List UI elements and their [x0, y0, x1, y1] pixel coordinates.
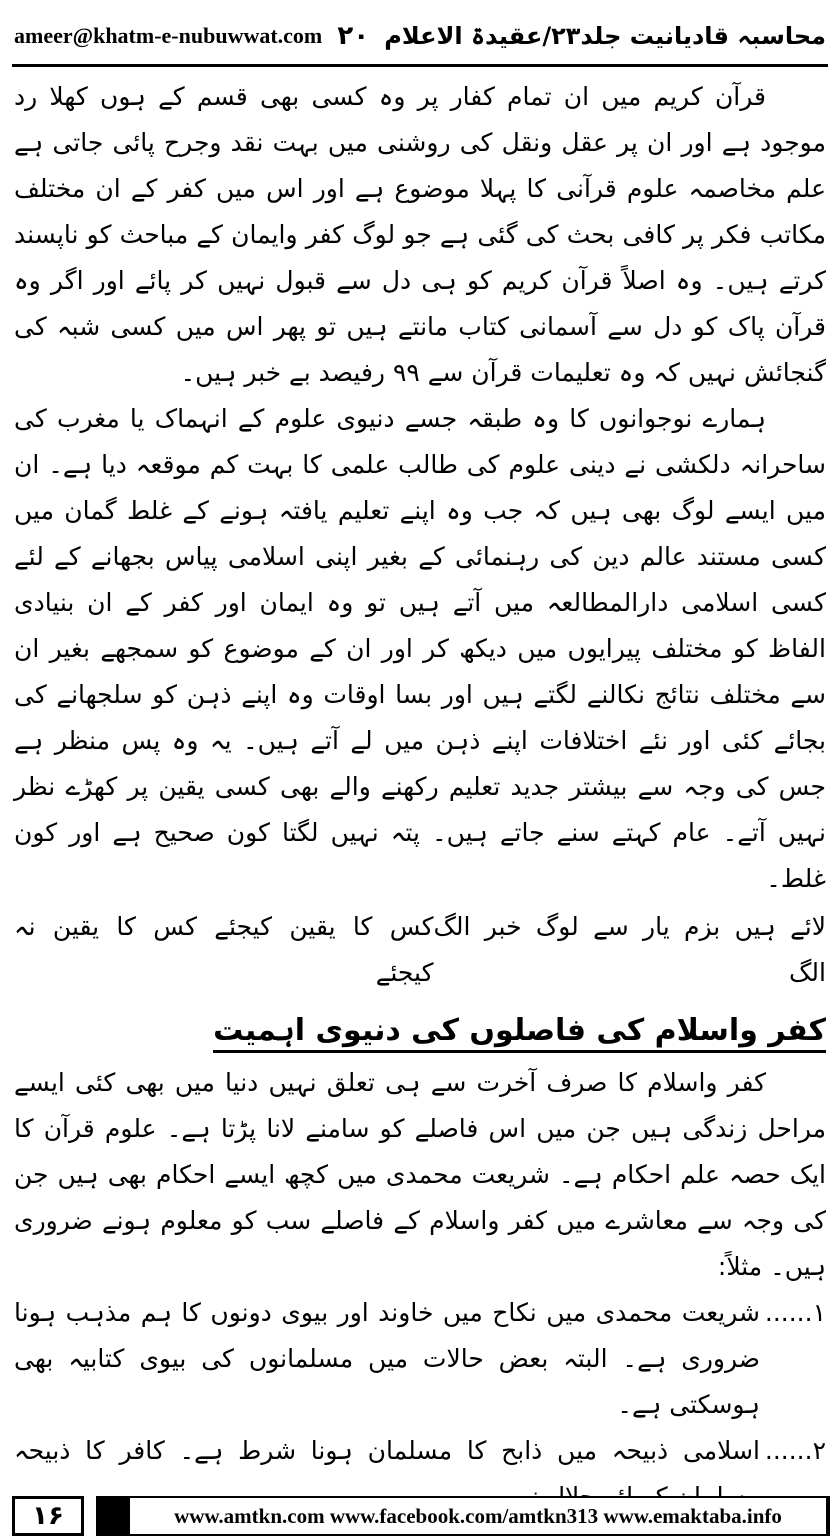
- couplet-first-line: لائے ہیں بزم یار سے لوگ خبر الگ الگ: [433, 912, 826, 987]
- section-heading-text: کفر واسلام کی فاصلوں کی دنیوی اہمیت: [213, 1013, 826, 1053]
- list-item-text: اسلامی ذبیحہ میں ذابح کا مسلمان ہونا شرط ہے۔ کافر کا ذبیحہ: [14, 1436, 760, 1465]
- couplet-second-line: کس کا یقین کیجئے کس کا یقین نہ کیجئے: [14, 912, 434, 987]
- section-heading: [14, 1004, 826, 1058]
- header-book-title: محاسبہ قادیانیت جلد۲۳/عقیدۃ الاعلام: [384, 22, 826, 50]
- list-item-text: شریعت محمدی میں نکاح میں خاوند اور بیوی دونوں کا ہم مذہب ہونا ضروری ہے۔ البتہ بعض حالات میں مسلمانوں کی بیوی کتابیہ بھی ہوسکتی ہے۔: [14, 1298, 760, 1419]
- header-page-number: ۲۰: [337, 21, 370, 51]
- body-paragraph-2: ہمارے نوجوانوں کا وہ طبقہ جسے دنیوی علوم کے انہماک یا مغرب کی ساحرانہ دلکشی نے دینی علوم کی طالب علمی کا بہت کم موقعہ دیا ہے۔ ان میں ایسے لوگ بھی ہیں کہ جب وہ اپنے تعلیم یافتہ ہونے کے غلط گمان میں کسی مستند عالم دین کی رہنمائی کے بغیر اپنی اسلامی پیاس بجھانے کے لئے کسی اسلامی دارالمطالعہ میں آتے ہیں تو وہ ایمان اور کفر کے ان بنیادی الفاظ کو مختلف پیرایوں میں دیکھ کر اور ان کے موضوع کو سمجھے بغیر ان سے مختلف نتائج نکالنے لگتے ہیں اور بسا اوقات وہ اپنے ذہن کو سلجھانے کی بجائے کئی اور نئے اختلافات اپنے ذہن میں لے آتے ہیں۔ یہ وہ پس منظر ہے جس کی وجہ سے بیشتر جدید تعلیم رکھنے والے بھی کسی یقین پر کھڑے نظر نہیں آتے۔ عام کہتے سنے جاتے ہیں۔ پتہ نہیں لگتا کون صحیح ہے اور کون غلط۔: [14, 404, 826, 893]
- list-item-number: ۲......: [764, 1436, 826, 1465]
- footer-page-number: ۱۶: [12, 1496, 84, 1536]
- body-paragraph-1: قرآن کریم میں ان تمام کفار پر وہ کسی بھی قسم کے ہوں کھلا رد موجود ہے اور ان پر عقل ونقل کی روشنی میں بہت نقد وجرح پائی جاتی ہے علم مخاصمہ علوم قرآنی کا پہلا موضوع ہے اور اس میں کفر کے ان مختلف مکاتب فکر پر کافی بحث کی گئی ہے جو لوگ کفر وایمان کے مباحث کو ناپسند کرتے ہیں۔ وہ اصلاً قرآن کریم کو ہی دل سے قبول نہیں کر پائے اور اگر وہ قرآن پاک کو دل سے آسمانی کتاب مانتے ہیں تو پھر اس میں کسی شبہ کی گنجائش نہیں کہ وہ تعلیمات قرآن سے ۹۹ رفیصد بے خبر ہیں۔: [14, 82, 826, 387]
- page-body: [14, 74, 826, 1480]
- list-item: [14, 1290, 826, 1428]
- section-paragraph: کفر واسلام کا صرف آخرت سے ہی تعلق نہیں دنیا میں بھی کئی ایسے مراحل زندگی ہیں جن میں اس فاصلے کو سامنے لانا پڑتا ہے۔ علوم قرآن کا ایک حصہ علم احکام ہے۔ شریعت محمدی میں کچھ ایسے احکام بھی ہیں جن کی وجہ سے معاشرے میں کفر واسلام کے فاصلے سب کو معلوم ہونے ضروری ہیں۔ مثلاً:: [14, 1068, 826, 1281]
- header-divider: [12, 64, 828, 67]
- page-footer: [0, 1488, 840, 1540]
- header-email[interactable]: ameer@khatm-e-nubuwwat.com: [14, 23, 323, 48]
- page-header: [14, 8, 826, 64]
- footer-links[interactable]: www.amtkn.com www.facebook.com/amtkn313 www.emaktaba.info: [130, 1498, 826, 1534]
- list-item-number: ۱......: [764, 1298, 826, 1327]
- poetry-couplet: [14, 904, 826, 996]
